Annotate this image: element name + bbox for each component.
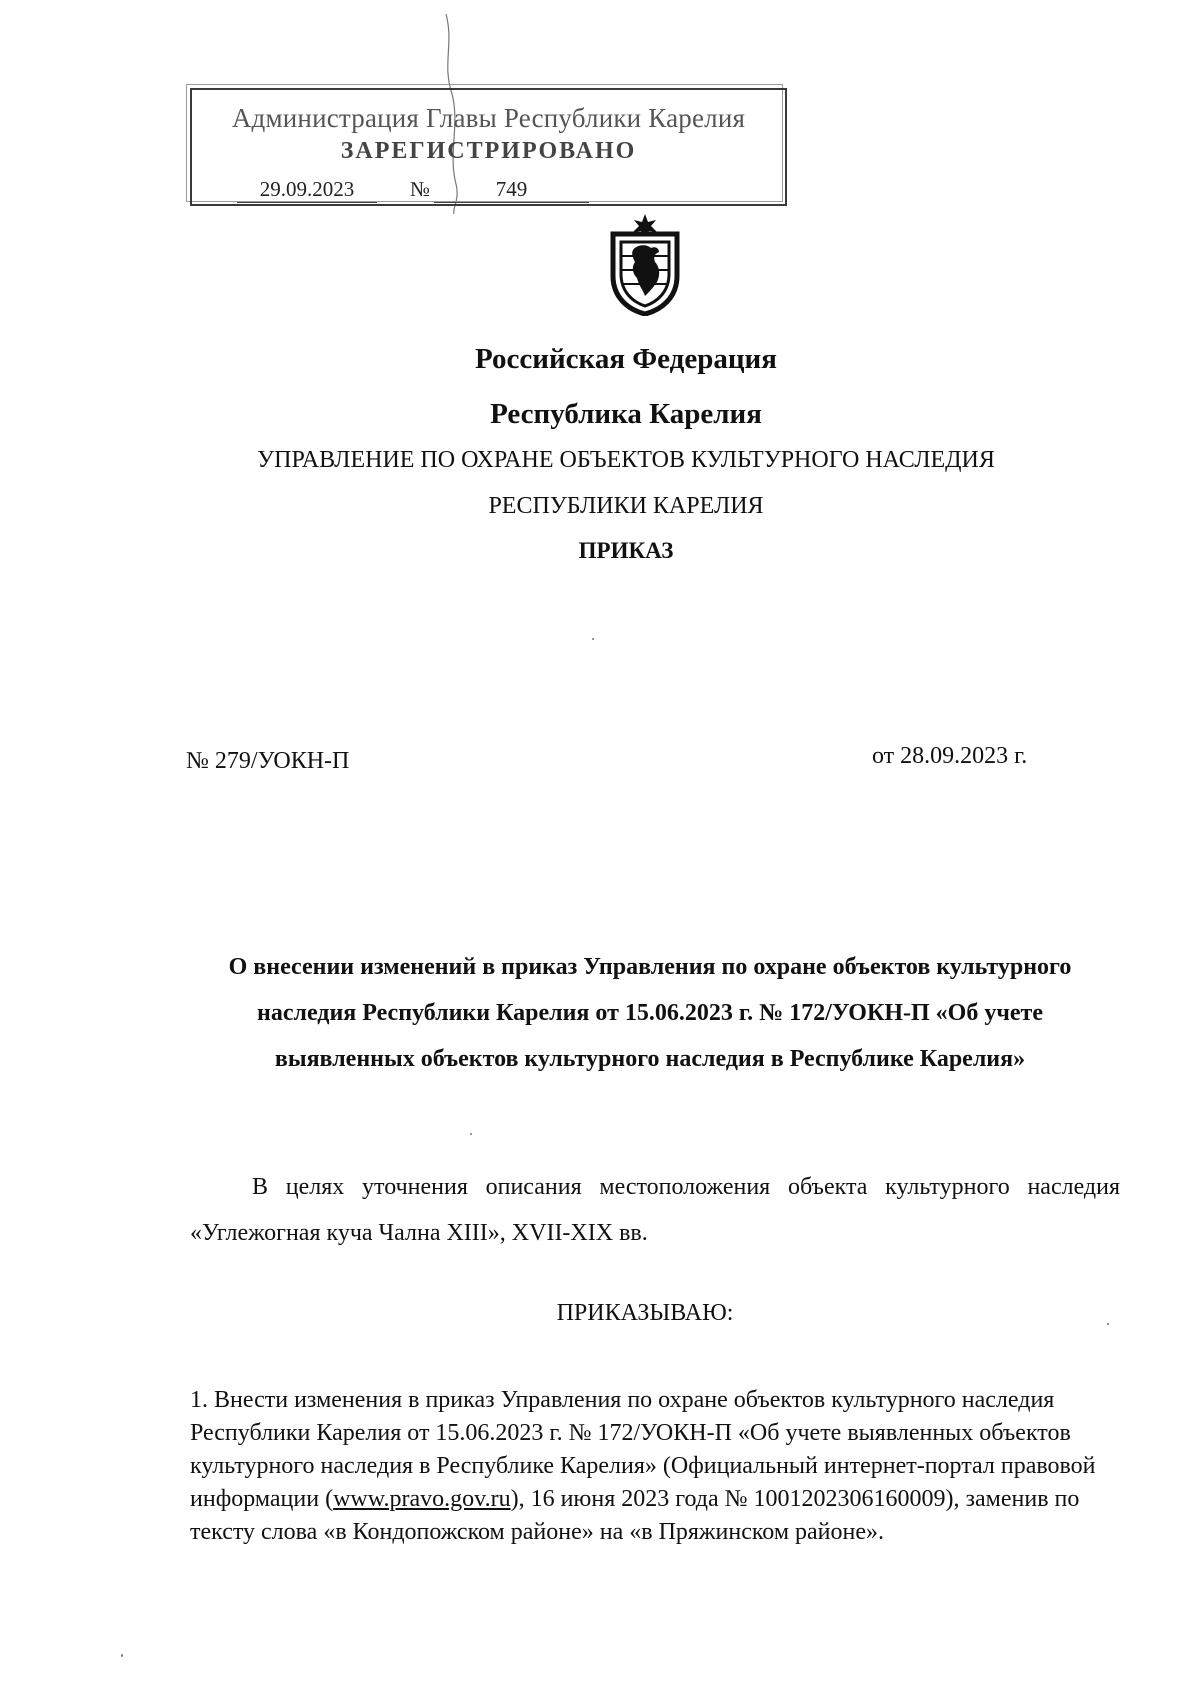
scan-speck: [470, 1133, 472, 1135]
country-heading: Российская Федерация: [475, 343, 777, 375]
order-date: от 28.09.2023 г.: [872, 743, 1028, 769]
document-type-heading: ПРИКАЗ: [578, 538, 674, 563]
clause-1-text-end: ), 16 июня 2023 года № 1001202306160009), заменив по тексту слова «в Кондопожском районе» на «в Пряжинском районе».: [190, 1486, 1080, 1545]
scan-speck: [121, 1654, 123, 1657]
republic-heading: Республика Карелия: [490, 398, 762, 430]
department-heading-line1: УПРАВЛЕНИЕ ПО ОХРАНЕ ОБЪЕКТОВ КУЛЬТУРНОГО НАСЛЕДИЯ: [257, 447, 995, 473]
stamp-authority: Администрация Главы Республики Карелия: [231, 103, 746, 133]
preamble-paragraph: В целях уточнения описания местоположения объекта культурного наследия «Углежогная куча Чална XIII», XVII-XIX вв.: [190, 1174, 1120, 1246]
stamp-number: 749: [434, 177, 589, 203]
karelia-coat-of-arms-icon: [603, 212, 687, 316]
clause-1-text-start: 1. Внести изменения в приказ Управления по охране объектов культурного наследия Республики Карелия от 15.06.2023 г. № 172/УОКН-П «Об учете выявленных объектов культурного наследия в Республике Карелия» (Официальный интернет-портал правовой информации (: [190, 1387, 1096, 1512]
stamp-status: ЗАРЕГИСТРИРОВАНО: [340, 138, 637, 164]
clause-1: [190, 1384, 1120, 1549]
scan-speck: [592, 638, 594, 640]
scan-speck: [1107, 1323, 1109, 1325]
stamp-date: 29.09.2023: [237, 177, 377, 203]
stamp-number-label: №: [410, 177, 431, 201]
document-title: О внесении изменений в приказ Управления по охране объектов культурного наследия Республики Карелия от 15.06.2023 г. № 172/УОКН-П «Об учете выявленных объектов культурного наследия в Республике Карелия»: [228, 954, 1072, 1072]
decree-word: ПРИКАЗЫВАЮ:: [556, 1300, 734, 1326]
department-heading-line2: РЕСПУБЛИКИ КАРЕЛИЯ: [488, 493, 764, 519]
order-number: № 279/УОКН-П: [186, 748, 350, 774]
pravo-gov-link[interactable]: www.pravo.gov.ru: [333, 1486, 511, 1512]
registration-stamp: [190, 88, 787, 206]
